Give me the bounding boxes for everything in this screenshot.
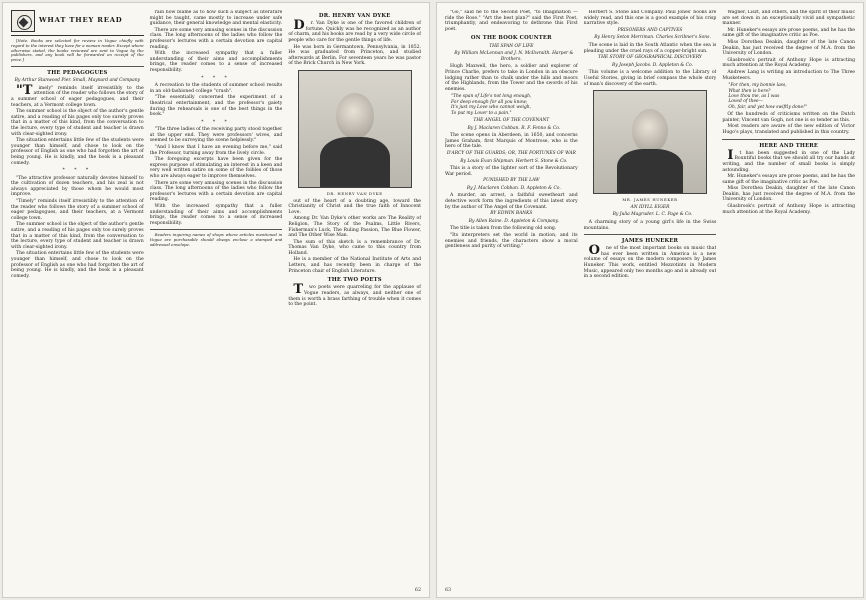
section-ornament: * * * (201, 75, 231, 81)
section-heading: DR. HENRY VAN DYKE (318, 13, 391, 19)
paragraph: It has been suggested in one of the Lady Bountiful books that we should all try our hands at writing, and the number of small books is simply astounding. (722, 147, 856, 173)
section-heading: HERE AND THERE (759, 142, 819, 149)
review-text: This volume is a welcome addition to the Library of Useful Stories, giving in brief compass the whole story of man's discovery of the earth. (583, 70, 717, 87)
portrait-face (632, 109, 668, 153)
paragraph: Wagner, Liszt, and others, and the spirit of their music are set down in an exceptionally vivid and sympathetic manner. (722, 10, 856, 27)
paragraph: The situation entertains little few of the students were younger than himself, and chose to look on the professor of English as one who had forgotten the art of being young. He is kindly, and the book is a pleasant comedy. (11, 138, 144, 166)
masthead (11, 10, 144, 36)
right-col-1 (445, 10, 578, 581)
intro-note: [Note. Books are selected for review in Vogue chiefly with regard to the interest they have for a woman reader. Except where otherwise stated, the books reviewed are sent to Vogue by the publishers, and any book will be forwarded on receipt of the price.] (11, 38, 144, 63)
review-text: The title is taken from the following old song. (450, 226, 557, 232)
paragraph: Glasbrook's portrait of Anthony Hope is attracting much attention at the Royal Academy. (722, 204, 856, 215)
portrait-body (617, 149, 683, 193)
paragraph: "Its interpreters set the world in motion, and its enemies and friends, the characters show a moral gentleness and purity of writing." (445, 233, 578, 250)
paragraph: "The three ladies of the receiving party stood together at the upper end. They were professors' wives, and seemed to be surveying the scene helplessly." (149, 127, 283, 144)
paragraph: The summer school is the object of the author's gentle satire, and a reading of his pages only too surely proves that in a matter of this kind, from the conversation to the lecture, every type of student and teacher is drawn with clear-sighted irony. (11, 109, 144, 137)
left-page (2, 2, 430, 598)
paragraph: Herbert S. Stone and Company. Paul Jones' books are widely read, and this one is a good example of his crisp narrative style. (583, 10, 717, 27)
paragraph: With the increased sympathy that a fuller understanding of their aims and accomplishments brings, the reader comes to a sense of increased responsibility. (149, 204, 283, 226)
paragraph: Miss Dorothea Deakin, daughter of the late Canon Deakin, has just received the degree of M.A. from the University of London. (722, 186, 856, 203)
left-col-3 (288, 10, 421, 581)
review-author: By J. Maclaren Cobban. D. Appleton & Co. (466, 185, 561, 191)
page-number: 62 (414, 588, 421, 593)
left-col-1 (11, 10, 144, 581)
paragraph: rain now blame as to how such a subject as literature might be taught, came mostly to increase under safe guidance, their general knowledge and mental elasticity. (149, 10, 283, 27)
paragraph: The sum of this sketch is a remembrance of Dr. Thomas Van Dyke, who came to this country from Holland. (288, 239, 422, 256)
paragraph: Among Dr. Van Dyke's other works are The Reality of Religion, The Story of the Psalms, Little Rivers, Fisherman's Luck, The Ruling Passion, The Blue Flower, and The Other Wise Man. (288, 216, 422, 239)
review-text: This is a story of the lighter sort of the Revolutionary War period. (445, 166, 578, 177)
verse-line: "For then, my bonnie lass, (728, 83, 787, 89)
review-author: By Louis Evan Shipman. Herbert S. Stone & Co. (460, 158, 568, 164)
divider (150, 229, 283, 230)
right-col-3 (722, 10, 855, 581)
review-author: By Allen Raine. D. Appleton & Company. (468, 218, 559, 224)
verse (722, 83, 855, 110)
paragraph: "The attractive professor naturally devotes himself to the cultivation of dozen teachers, and his zeal is not always appreciated by those whom he would most improve. (11, 175, 144, 198)
photo-caption: MR. JAMES HUNEKER (622, 197, 678, 203)
page-footer (445, 588, 855, 593)
portrait-face (336, 93, 374, 139)
section-heading: THE TWO POETS (327, 277, 382, 284)
portrait-photo (593, 90, 707, 194)
review-author: By Julia Magruder. L. C. Page & Co. (612, 212, 693, 218)
page-number: 63 (445, 588, 452, 593)
section-heading: ON THE BOOK COUNTER (470, 35, 552, 42)
section-heading: THE PEDAGOGUES (47, 69, 108, 76)
masthead-title: WHAT THEY READ (39, 16, 123, 25)
review-author: By Joseph Jacobs. D. Appleton & Co. (612, 62, 693, 68)
left-col-2 (150, 10, 283, 581)
paragraph: There are some very amusing scenes in the discussion class. The long afternoons of the ladies who follow the professor's lectures with a certain devotion are capital reading. (149, 27, 283, 50)
review-title: PRISONERS AND CAPTIVES (617, 27, 683, 33)
paragraph: "And I know that I have an evening before me," said the Professor, turning away from the lively circle. (149, 145, 283, 156)
paragraph: Most readers are aware of the new edition of Victor Hugo's plays, translated and published in this country. (722, 124, 856, 135)
verse-line: Loved of thee— (728, 99, 764, 105)
review-title: PUNISHED BY THE LAW (483, 178, 540, 184)
paragraph: Mr. Huneker's essays are prose poems, and he has the same gift of the imaginative critic as Poe. (722, 27, 856, 39)
verse-line: To put my Lover to a pain." (451, 110, 512, 116)
portrait-photo (298, 70, 412, 188)
review-title: AN IDYLL EIGER (630, 204, 670, 210)
paragraph: The foregoing excerpts have been given for the express purpose of stimulating an interest in a keen and very well written satire on some of the foibles of those who are always eager to improve themselves. (149, 157, 283, 180)
paragraph: With the increased sympathy that a fuller understanding of their aims and accomplishments brings, the reader comes to a sense of increased responsibility. (149, 51, 283, 73)
verse-line: It's just my Love who cannot weigh, (451, 105, 531, 111)
paragraph: He was born in Germantown, Pennsylvania, in 1852. He was graduated from Princeton, and studied afterwards at Berlin. For seventeen years he was pastor of the Brick Church in New York. (288, 44, 422, 67)
byline: By Arthur Stanwood Pier. Small, Maynard and Company (14, 78, 141, 84)
divider (11, 66, 144, 67)
section-ornament: * * * (201, 119, 231, 125)
review-text: A murder, an arrest, a faithful sweetheart and detective work form the ingredients of this latest story by the author of The Angel of the Covenant. (445, 193, 578, 210)
verse-line: For deep enough for all you know; (451, 99, 528, 105)
paragraph: The summer school is the object of the author's gentle satire, and a reading of his pages only too surely proves that in a matter of this kind, from the conversation to the lecture, every type of student and teacher is drawn with clear-sighted irony. (11, 222, 144, 250)
review-author: By J. Maclaren Cobban. R. F. Fenno & Co. (467, 125, 561, 131)
paragraph: He is a member of the National Institute of Arts and Letters, and has recently been in charge of the Princeton chair of English Literature. (288, 257, 422, 274)
section-ornament: * * * (62, 168, 93, 174)
magazine-spread (2, 2, 864, 598)
review-title: THE SPAN OF LIFE (489, 43, 534, 49)
paragraph: "Timely" reminds itself irresistibly to the attention of the reader who follows the story of a summer school of eager pedagogues, and their teachers, at a Vermont college town. (11, 82, 144, 108)
paragraph: out of the heart of a doubting age, toward the Christianity of Christ and the true faith of Innocent Love. (288, 198, 422, 215)
verse (445, 94, 578, 116)
paragraph: Andrew Lang is writing an introduction to The Three Musketeers. (722, 69, 856, 81)
review-author: By Henry Seton Merriman. Charles Scribner's Sons. (594, 35, 711, 41)
paragraph: Miss Dorothea Deakin, daughter of the late Canon Deakin, has just received the degree of M.A. from the University of London. (722, 39, 856, 57)
paragraph: Dr. Van Dyke is one of the favored children of fortune. Quickly was he recognized as an author of charm, and his books are read by a very wide circle of people who care for the gentle things of life. (288, 18, 422, 43)
verse-line: "The span of Life's not long enough, (451, 94, 532, 100)
verse-line: Oh, fair, and yet how swiftly done!" (728, 104, 807, 110)
photo-caption: DR. HENRY VAN DYKE (326, 190, 383, 196)
paragraph: There are some very amusing scenes in the discussion class. The long afternoons of the ladies who follow the professor's lectures with a certain devotion are capital reading. (149, 180, 283, 203)
review-title: THE STORY OF GEOGRAPHICAL DISCOVERY (598, 55, 702, 61)
divider (584, 234, 717, 235)
section-heading: JAMES HUNEKER (621, 238, 679, 245)
paragraph: Two poets were quarreling for the applause of Vogue readers, as always, and neither one of them is worth a brass farthing of trouble when it comes to the point. (288, 282, 422, 308)
paragraph: "Timely" reminds itself irresistibly to the attention of the reader who follows the story of a summer school of eager pedagogues, and their teachers, at a Vermont college town. (11, 199, 144, 221)
divider (722, 139, 855, 140)
verse-line: What then is here? (728, 88, 771, 94)
review-title: THE ANGEL OF THE COVENANT (473, 117, 550, 123)
vogue-logo-icon (11, 10, 35, 32)
paragraph: One of the most important books on music that has ever been written in America is a new volume of essays on the modern composers by James Huneker. This work, entitled Mezzotints in Modern Music, appeared only two months ago and is already out in a second edition. (583, 243, 717, 280)
paragraph: The situation entertains little few of the students were younger than himself, and chose to look on the professor of English as one who had forgotten the art of being young. He is kindly, and the book is a pleasant comedy. (11, 251, 144, 279)
right-page (436, 2, 864, 598)
paragraph: A recreation to the students of summer school results in an old-fashioned college "crush". (149, 83, 283, 94)
review-title: D'ARCY OF THE GUARDS; OR, THE FORTUNES OF WAR (446, 150, 576, 156)
verse-line: Love thou me, as I was (728, 93, 780, 99)
paragraph: Glasbrook's portrait of Anthony Hope is attracting much attention at the Royal Academy. (722, 57, 856, 69)
review-text: Hugh Maxwell, the hero, a soldier and explorer of Prince Charlie, prefers to take in London in an obscure lodging rather than to chalk under the hills and moors of the Highlands, from the Tower and the swords of his enemies. (445, 64, 578, 92)
review-text: A charming story of a young girl's life in the Swiss mountains. (583, 219, 717, 231)
right-col-2 (584, 10, 717, 581)
footnote: Readers inquiring names of shops where articles mentioned in Vogue are purchasable should always enclose a stamped and addressed envelope. (149, 232, 283, 247)
review-author: By William McLennan and J. N. McIlwraith. Harper & Brothers. (454, 51, 574, 62)
portrait-body (320, 137, 390, 187)
paragraph: Of the hundreds of criticisms written on the Dutch painter, Vincent van Gogh, not one is so tender as this. (722, 112, 856, 123)
review-title: BY EDWIN BANKS (490, 211, 533, 217)
page-footer (11, 588, 421, 593)
paragraph: Mr. Huneker's essays are prose poems, and he has the same gift of the imaginative critic as Poe. (722, 174, 856, 185)
review-text: The scene opens in Aberdeen, in 1650, and concerns James Graham, first Marquis of Montrose, who is the hero of the tale. (445, 133, 578, 150)
paragraph: "The essentially concerned the experiment of a theatrical entertainment, and the professor's gaiety during the rehearsals is one of the best things in the book." (149, 95, 283, 118)
review-text: The scene is laid in the South Atlantic when the sea is pleading under the cruel rays of a copper-bright sun. (583, 42, 717, 54)
paragraph: "Go," said he to the Second Poet, "to Imagination — ride the Rose." "Art the best plan?" said the First Poet, triumphantly, and endeavoring to dethrone this First poet. (445, 10, 578, 32)
